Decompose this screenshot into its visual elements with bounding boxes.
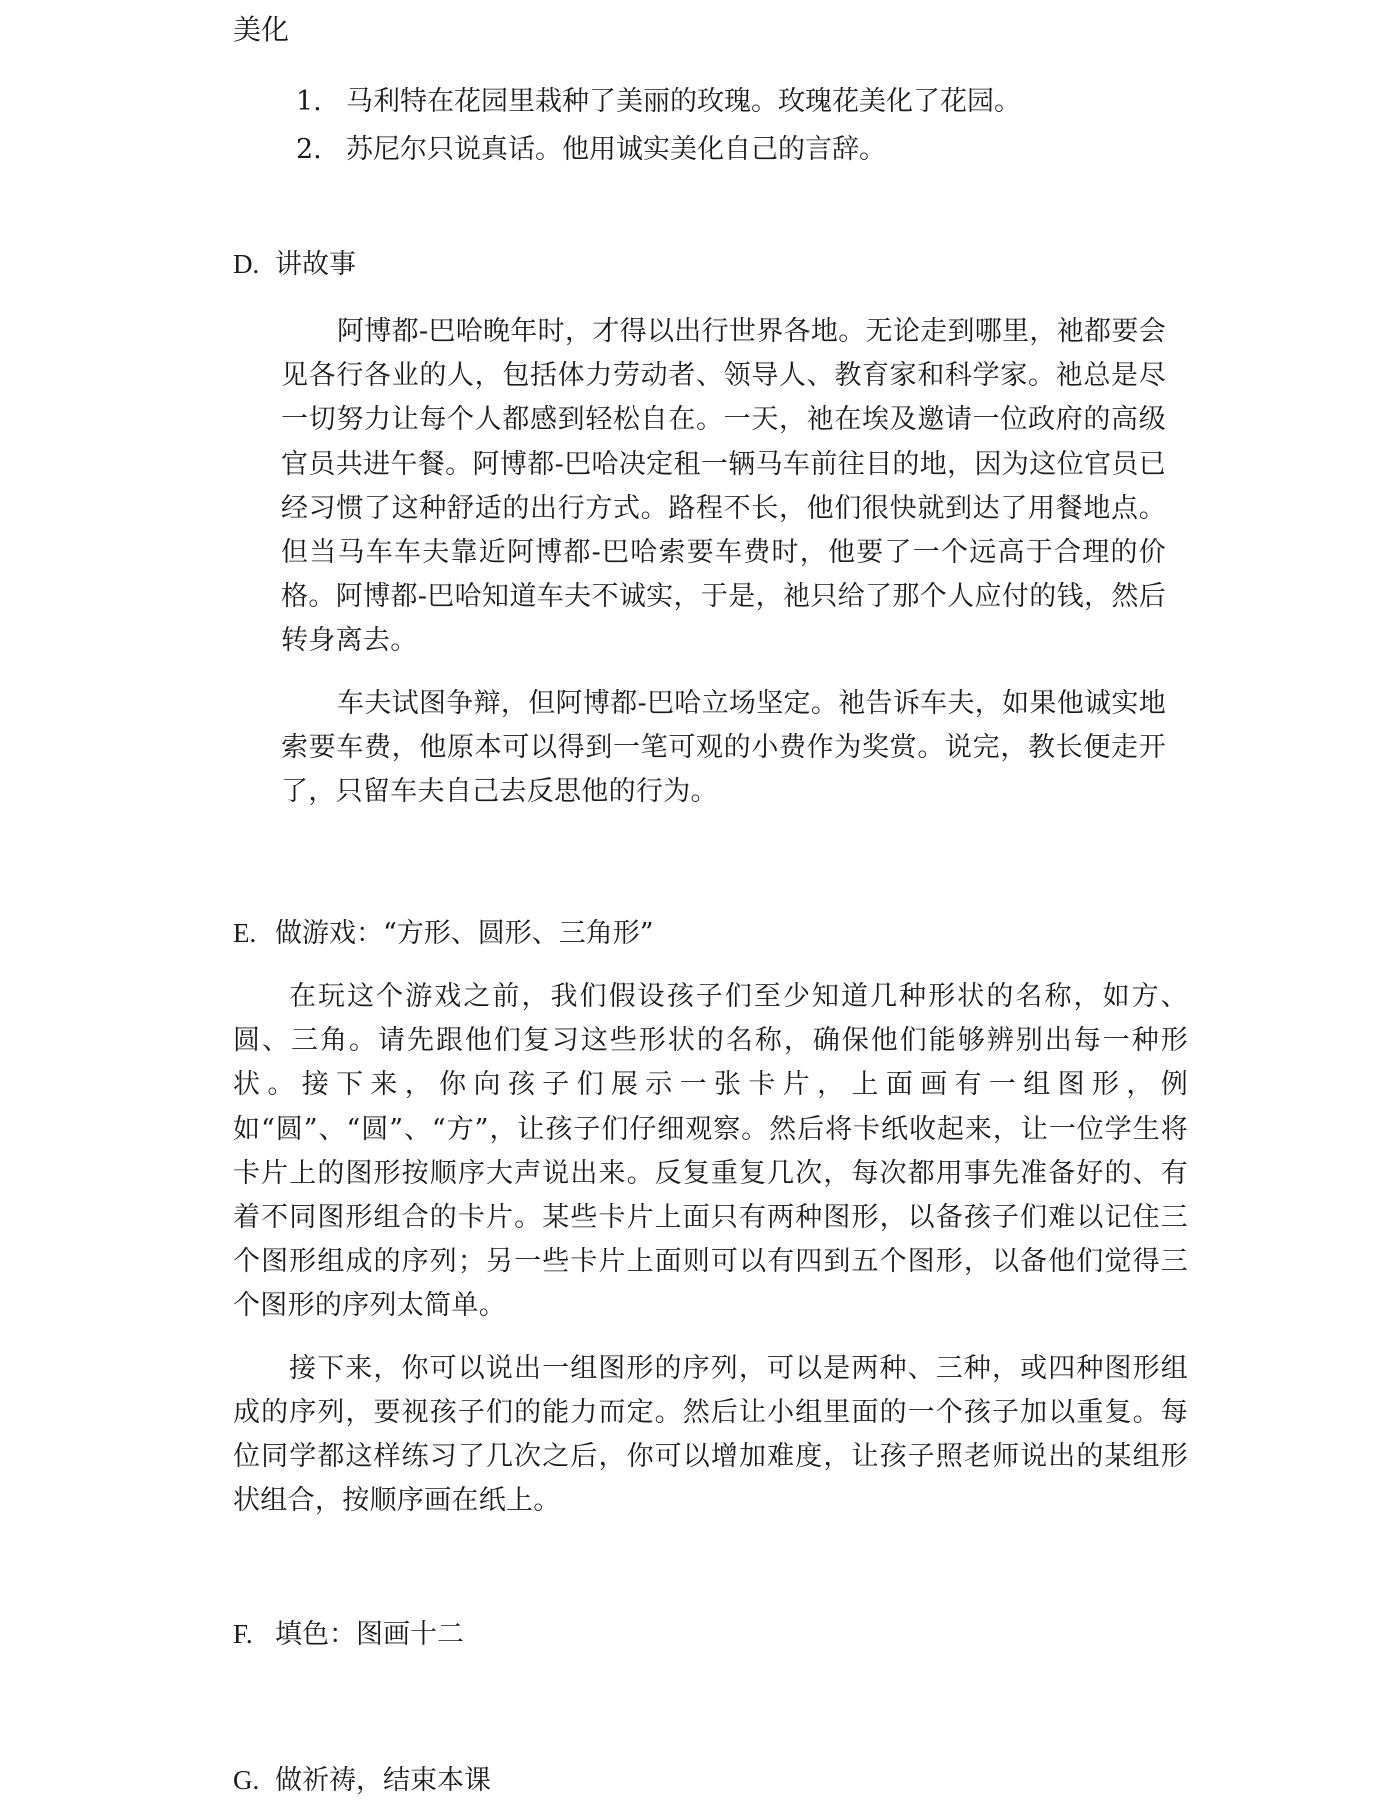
vocabulary-word: 美化 — [233, 13, 290, 46]
example-item — [296, 126, 1196, 174]
story-paragraph: 车夫试图争辩，但阿博都-巴哈立场坚定。祂告诉车夫，如果他诚实地索要车费，他原本可以得到一笔可观的小费作为奖赏。说完，教长便走开了，只留车夫自己去反思他的行为。 — [281, 687, 1166, 808]
section-heading-game — [233, 913, 654, 954]
game-paragraph: 接下来，你可以说出一组图形的序列，可以是两种、三种，或四种图形组成的序列，要视孩子们的能力而定。然后让小组里面的一个孩子加以重复。每位同学都这样练习了几次之后，你可以增加难度，让孩子照老师说出的某组形状组合，按顺序画在纸上。 — [233, 1352, 1188, 1517]
example-item — [296, 78, 1196, 126]
section-letter: F. — [233, 1619, 253, 1649]
section-title: 讲故事 — [275, 249, 356, 280]
story-paragraph: 阿博都-巴哈晚年时，才得以出行世界各地。无论走到哪里，祂都要会见各行各业的人，包括体力劳动者、领导人、教育家和科学家。祂总是尽一切努力让每个人都感到轻松自在。一天，祂在埃及邀请一位政府的高级官员共进午餐。阿博都-巴哈决定租一辆马车前往目的地，因为这位官员已经习惯了这种舒适的出行方式。路程不长，他们很快就到达了用餐地点。但当马车车夫靠近阿博都-巴哈索要车费时，他要了一个远高于合理的价格。阿博都-巴哈知道车夫不诚实，于是，祂只给了那个人应付的钱，然后转身离去。 — [281, 316, 1166, 657]
section-title: 做游戏：“方形、圆形、三角形” — [275, 918, 654, 949]
example-text: 马利特在花园里栽种了美丽的玫瑰。玫瑰花美化了花园。 — [346, 86, 1021, 117]
game-paragraph: 在玩这个游戏之前，我们假设孩子们至少知道几种形状的名称，如方、圆、三角。请先跟他们复习这些形状的名称，确保他们能够辨别出每一种形状。接下来，你向孩子们展示一张卡片，上面画有一组图形，例如“圆”、“圆”、“方”，让孩子们仔细观察。然后将卡纸收起来，让一位学生将卡片上的图形按顺序大声说出来。反复重复几次，每次都用事先准备好的、有着不同图形组合的卡片。某些卡片上面只有两种图形，以备孩子们难以记住三个图形组成的序列；另一些卡片上面则可以有四到五个图形，以备他们觉得三个图形的序列太简单。 — [233, 981, 1188, 1322]
section-letter: G. — [233, 1765, 260, 1795]
story-text — [281, 310, 1166, 832]
example-number: 1. — [296, 86, 322, 117]
section-title: 填色：图画十二 — [275, 1619, 464, 1650]
section-heading-coloring — [233, 1614, 464, 1655]
game-instructions — [233, 975, 1188, 1541]
example-sentences — [296, 78, 1196, 174]
section-heading-storytelling — [233, 244, 356, 285]
example-number: 2. — [296, 134, 322, 165]
example-text: 苏尼尔只说真话。他用诚实美化自己的言辞。 — [346, 134, 886, 165]
section-letter: D. — [233, 249, 260, 279]
section-letter: E. — [233, 918, 257, 948]
section-title: 做祈祷，结束本课 — [275, 1765, 491, 1796]
section-heading-prayer — [233, 1760, 491, 1801]
